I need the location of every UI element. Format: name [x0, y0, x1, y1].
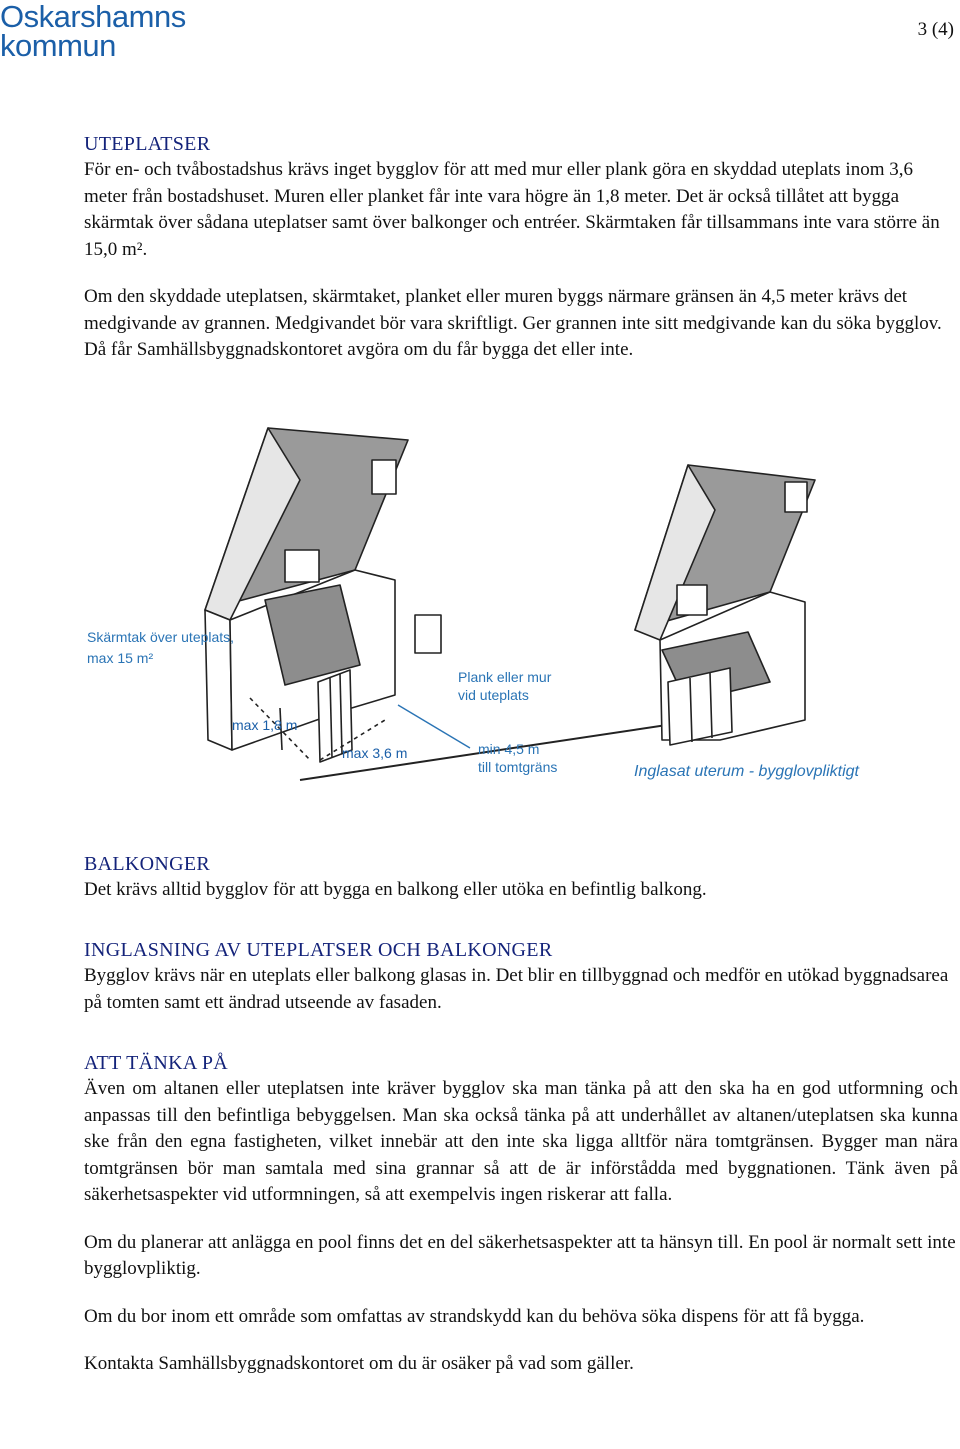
paragraph-att-tanka-pa-2: Om du planerar att anlägga en pool finns det en del säkerhetsaspekter att ta hänsyn till. En pool är normalt sett inte bygglovpliktig. [84, 1231, 956, 1279]
label-min-4-5-line2: till tomtgräns [478, 759, 558, 775]
right-house-drawing [635, 465, 815, 745]
paragraph-uteplatser-2: Om den skyddade uteplatsen, skärmtaket, planket eller muren byggs närmare gränsen än 4,5 meter krävs det medgivande av grannen. Medgivandet bör vara skriftligt. Ger grannen inte sitt medgivande kan du söka bygglov. Då får Samhällsbyggnadskontoret avgöra om du får bygga det eller inte. [84, 286, 942, 360]
label-max-3-6: max 3,6 m [342, 745, 408, 761]
uterum-glass-wall [668, 668, 732, 745]
paragraph-att-tanka-pa-1: Även om altanen eller uteplatsen inte kräver bygglov ska man tänka på att den ska ha en god utformning och anpassas till den befintliga bebyggelsen. Man ska också tänka på att underhållet av altanen/uteplatsen ska kunna ske från den egna fastigheten, vilket innebär att den inte ska ligga alltför nära tomtgränsen. Bygger man nära tomtgränsen bör man samtala med sina grannar så att de är införstådda med byggnationen. Tänk även på säkerhetsaspekter vid utformningen, så att exempelvis ingen riskerar att falla. [84, 1078, 958, 1205]
logo-line-1: Oskarshamns [0, 0, 186, 34]
paragraph-balkonger: Det krävs alltid bygglov för att bygga en balkong eller utöka en befintlig balkong. [84, 879, 707, 900]
right-window-upper [677, 585, 707, 615]
paragraph-att-tanka-pa-4: Kontakta Samhällsbyggnadskontoret om du är osäker på vad som gäller. [84, 1353, 634, 1374]
section-balkonger [84, 851, 958, 904]
label-min-4-5-line1: min 4,5 m [478, 741, 540, 757]
illustration-svg [0, 420, 960, 820]
label-plank-line2: vid uteplats [458, 687, 529, 703]
municipality-logo [0, 0, 186, 63]
label-max-1-8: max 1,8 m [232, 717, 298, 733]
section-uteplatser [84, 131, 958, 364]
heading-uteplatser: UTEPLATSER [84, 133, 211, 155]
paragraph-uteplatser-1: För en- och tvåbostadshus krävs inget bygglov för att med mur eller plank göra en skyddad uteplats inom 3,6 meter från bostadshuset. Muren eller planket får inte vara högre än 1,8 meter. Det är också tillåtet att bygga skärmtak över sådana uteplatser samt över balkonger och entréer. Skärmtaken får tillsammans inte vara större än 15,0 m². [84, 159, 940, 260]
label-plank-line1: Plank eller mur [458, 669, 552, 685]
heading-att-tanka-pa: ATT TÄNKA PÅ [84, 1052, 228, 1074]
logo-line-2: kommun [0, 28, 116, 63]
heading-inglasning: INGLASNING AV UTEPLATSER OCH BALKONGER [84, 939, 553, 961]
section-att-tanka-pa [84, 1050, 958, 1378]
paragraph-att-tanka-pa-3: Om du bor inom ett område som omfattas av strandskydd kan du behöva söka dispens för att få bygga. [84, 1305, 865, 1327]
left-house-chimney [372, 460, 396, 494]
page-number: 3 (4) [917, 19, 954, 40]
left-window-upper [285, 550, 319, 582]
section-inglasning [84, 937, 958, 1016]
right-house-chimney [785, 482, 807, 512]
label-skarmtak-line2: max 15 m² [87, 650, 154, 666]
left-window-front [415, 615, 441, 653]
caption-inglasat-uterum: Inglasat uterum - bygglovpliktigt [634, 763, 859, 780]
distance-arrow [398, 705, 470, 748]
house-illustration [0, 420, 960, 820]
heading-balkonger: BALKONGER [84, 853, 211, 875]
label-skarmtak-line1: Skärmtak över uteplats, [87, 629, 235, 645]
paragraph-inglasning: Bygglov krävs när en uteplats eller balkong glasas in. Det blir en tillbyggnad och medför en utökad byggnadsarea på tomten samt ett ändrad utseende av fasaden. [84, 965, 949, 1013]
